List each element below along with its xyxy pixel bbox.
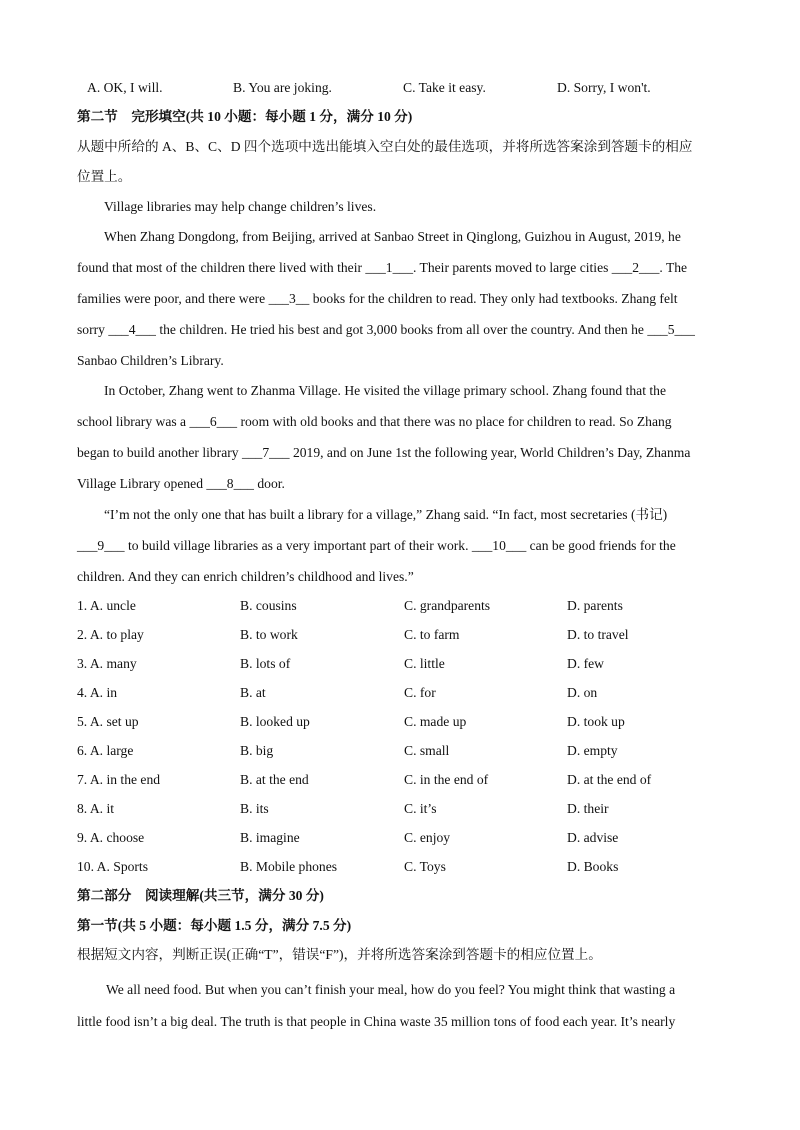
option-b: B. You are joking.: [233, 80, 332, 95]
question-option: D. few: [567, 656, 604, 671]
true-false-instruction: 根据短文内容，判断正误(正确“T”，错误“F”)，并将所选答案涂到答题卡的相应位置上。: [77, 947, 602, 962]
question-row: [77, 597, 737, 615]
reading-passage-line: little food isn’t a big deal. The truth is that people in China waste 35 million tons of food each year. It’s nearly: [77, 1014, 676, 1029]
cloze-instruction-line-1: 从题中所给的 A、B、C、D 四个选项中选出能填入空白处的最佳选项，并将所选答案涂到答题卡的相应: [77, 139, 693, 154]
section-heading-cloze: 第二节 完形填空(共 10 小题：每小题 1 分，满分 10 分): [77, 109, 413, 124]
question-option: D. parents: [567, 598, 623, 613]
question-option: B. cousins: [240, 598, 297, 613]
question-option: D. took up: [567, 714, 625, 729]
passage-line: found that most of the children there lived with their ___1___. Their parents moved to large cities ___2___. The: [77, 260, 688, 275]
reading-passage-line: We all need food. But when you can’t finish your meal, how do you feel? You might think that wasting a: [106, 982, 676, 997]
part-heading-reading: 第二部分 阅读理解(共三节，满分 30 分): [77, 888, 324, 903]
question-option: C. it’s: [404, 801, 437, 816]
passage-title-line: Village libraries may help change children’s lives.: [104, 199, 377, 214]
passage-line: When Zhang Dongdong, from Beijing, arrived at Sanbao Street in Qinglong, Guizhou in August, 2019, he: [104, 229, 681, 244]
question-option: D. Books: [567, 859, 619, 874]
question-option: D. advise: [567, 830, 619, 845]
question-option: D. at the end of: [567, 772, 652, 787]
option-a: A. OK, I will.: [87, 80, 163, 95]
question-row: [77, 684, 737, 702]
question-option: B. its: [240, 801, 269, 816]
question-option: B. big: [240, 743, 274, 758]
passage-line: began to build another library ___7___ 2019, and on June 1st the following year, World Children’s Day, Zhanma: [77, 445, 691, 460]
question-option: C. small: [404, 743, 450, 758]
question-option: C. Toys: [404, 859, 446, 874]
question-row: [77, 655, 737, 673]
question-option: C. grandparents: [404, 598, 491, 613]
question-option: C. to farm: [404, 627, 460, 642]
cloze-instruction-line-2: 位置上。: [77, 169, 132, 184]
question-option: D. on: [567, 685, 598, 700]
question-option: B. to work: [240, 627, 298, 642]
option-c: C. Take it easy.: [403, 80, 486, 95]
question-option: 10. A. Sports: [77, 859, 149, 874]
passage-line: Village Library opened ___8___ door.: [77, 476, 285, 491]
question-option: 9. A. choose: [77, 830, 145, 845]
passage-line: ___9___ to build village libraries as a very important part of their work. ___10___ can be good friends for the: [77, 538, 676, 553]
question-row: [77, 626, 737, 644]
question-option: 3. A. many: [77, 656, 137, 671]
question-option: C. little: [404, 656, 445, 671]
question-option: C. for: [404, 685, 436, 700]
question-option: B. at: [240, 685, 266, 700]
question-option: 2. A. to play: [77, 627, 144, 642]
question-option: B. Mobile phones: [240, 859, 338, 874]
question-option: D. their: [567, 801, 609, 816]
passage-line: Sanbao Children’s Library.: [77, 353, 224, 368]
question-option: C. in the end of: [404, 772, 489, 787]
option-d: D. Sorry, I won't.: [557, 80, 651, 95]
question-option: B. lots of: [240, 656, 291, 671]
question-option: 8. A. it: [77, 801, 115, 816]
question-row: [77, 742, 737, 760]
question-option: 6. A. large: [77, 743, 134, 758]
question-option: 4. A. in: [77, 685, 118, 700]
question-option: D. empty: [567, 743, 618, 758]
question-row: [77, 800, 737, 818]
question-option: 7. A. in the end: [77, 772, 161, 787]
question-option: B. at the end: [240, 772, 309, 787]
question-row: [77, 858, 737, 876]
question-option: C. enjoy: [404, 830, 451, 845]
passage-line: “I’m not the only one that has built a library for a village,” Zhang said. “In fact, most secretaries (书记): [104, 507, 668, 522]
passage-line: school library was a ___6___ room with old books and that there was no place for children to read. So Zhang: [77, 414, 672, 429]
question-option: B. looked up: [240, 714, 310, 729]
previous-question-options: [77, 79, 737, 97]
section-heading-true-false: 第一节(共 5 小题：每小题 1.5 分，满分 7.5 分): [77, 918, 352, 933]
question-row: [77, 829, 737, 847]
passage-line: children. And they can enrich children’s childhood and lives.”: [77, 569, 414, 584]
question-row: [77, 713, 737, 731]
passage-line: families were poor, and there were ___3__ books for the children to read. They only had textbooks. Zhang felt: [77, 291, 678, 306]
question-option: C. made up: [404, 714, 467, 729]
question-option: 1. A. uncle: [77, 598, 136, 613]
question-option: B. imagine: [240, 830, 300, 845]
passage-line: In October, Zhang went to Zhanma Village. He visited the village primary school. Zhang found that the: [104, 383, 666, 398]
passage-line: sorry ___4___ the children. He tried his best and got 3,000 books from all over the country. And then he ___5___: [77, 322, 695, 337]
question-row: [77, 771, 737, 789]
question-option: 5. A. set up: [77, 714, 139, 729]
question-option: D. to travel: [567, 627, 629, 642]
